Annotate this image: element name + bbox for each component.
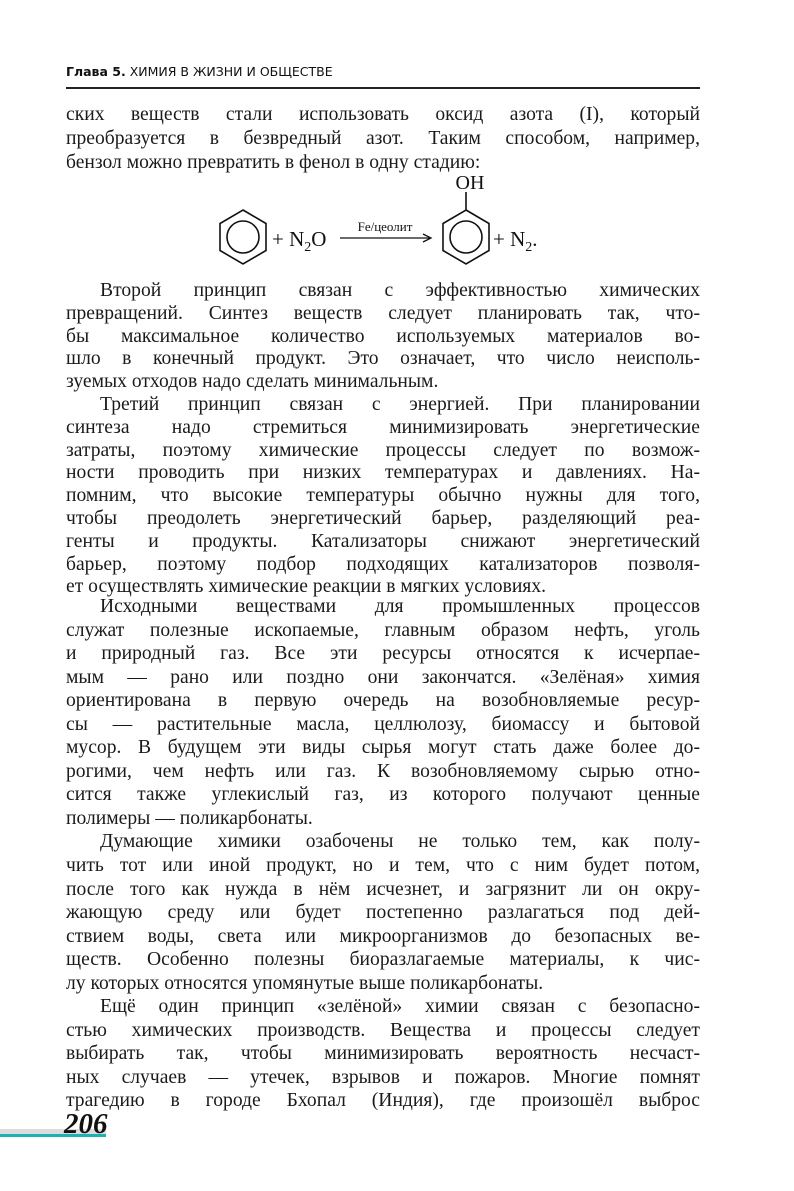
text-line: ских веществ стали использовать оксид азота (I), который [66, 104, 700, 125]
hydroxyl-label: OH [455, 172, 485, 194]
text-line: служат полезные ископаемые, главным образом нефть, уголь [66, 619, 700, 641]
benzene-ring-icon [220, 210, 266, 264]
text-line: сится также углекислый газ, из которого получают ценные [66, 784, 700, 806]
text-line: ет осуществлять химические реакции в мягких условиях. [66, 576, 547, 598]
running-header [66, 64, 700, 79]
catalyst-label: Fe/цеолит [357, 219, 413, 234]
text-line: трагедию в городе Бхопал (Индия), где произошёл выброс [66, 1090, 700, 1112]
plus-n2: + $N_2$. [493, 227, 538, 255]
text-line: жающую среду или будет постепенно разлагаться под дей- [66, 902, 700, 924]
plus-n2o: + $N_2O$ [272, 227, 327, 255]
text-line: Второй принцип связан с эффективностью химических [100, 280, 700, 301]
text-line: бензол можно превратить в фенол в одну стадию: [66, 152, 481, 173]
phenol-ring-icon [443, 192, 489, 264]
text-line: Думающие химики озабочены не только тем, как полу- [100, 831, 700, 853]
text-line: рогими, чем нефть или газ. К возобновляемому сырью отно- [66, 760, 700, 782]
text-line: лу которых относятся упомянутые выше поликарбонаты. [66, 972, 544, 994]
text-line: затраты, поэтому химические процессы следует по возмож- [66, 439, 700, 461]
text-line: стью химических производств. Вещества и процессы следует [66, 1019, 700, 1041]
text-line: бы максимальное количество используемых материалов во- [66, 325, 700, 347]
header-rule [66, 87, 700, 89]
text-line: чтобы преодолеть энергетический барьер, разделяющий реа- [66, 507, 700, 529]
text-line: Ещё один принцип «зелёной» химии связан с безопасно- [100, 996, 700, 1018]
chapter-title: ХИМИЯ В ЖИЗНИ И ОБЩЕСТВЕ [129, 64, 333, 79]
text-line: мым — рано или поздно они закончатся. «Зелёная» химия [66, 666, 700, 688]
text-line: зуемых отходов надо сделать минимальным. [66, 371, 439, 393]
text-line: Третий принцип связан с энергией. При планировании [100, 393, 700, 415]
text-line: превращений. Синтез веществ следует планировать так, что- [66, 302, 700, 324]
text-line: ориентирована в первую очередь на возобновляемые ресур- [66, 690, 700, 712]
text-line: мусор. В будущем эти виды сырья могут стать даже более до- [66, 737, 700, 759]
text-line: помним, что высокие температуры обычно нужны для того, [66, 485, 700, 507]
page-number: 206 [64, 1108, 108, 1140]
chapter-number: Глава 5. [66, 64, 126, 79]
text-line: Исходными веществами для промышленных процессов [100, 596, 700, 617]
text-line: синтеза надо стремиться минимизировать энергетические [66, 416, 700, 438]
reaction-arrow-icon [340, 234, 431, 242]
text-line: после того как нужда в нём исчезнет, и загрязнит ли он окру- [66, 878, 700, 900]
text-line: ности проводить при низких температурах и давлениях. На- [66, 462, 700, 484]
text-line: ных случаев — утечек, взрывов и пожаров. Многие помнят [66, 1066, 700, 1088]
text-line: шло в конечный продукт. Это означает, что число неисполь- [66, 348, 700, 370]
text-line: генты и продукты. Катализаторы снижают энергетический [66, 530, 700, 552]
text-line: преобразуется в безвредный азот. Таким способом, например, [66, 128, 700, 149]
text-line: барьер, поэтому подбор подходящих катализаторов позволя- [66, 553, 700, 575]
text-line: сы — растительные масла, целлюлозу, биомассу и бытовой [66, 713, 700, 735]
text-line: ществ. Особенно полезны биоразлагаемые материалы, к чис- [66, 949, 700, 971]
text-line: полимеры — поликарбонаты. [66, 807, 313, 829]
reaction-equation [0, 165, 794, 275]
text-block-bottom [66, 595, 700, 1113]
text-line: и природный газ. Все эти ресурсы относятся к исчерпае- [66, 643, 700, 665]
text-line: выбирать так, чтобы минимизировать вероятность несчаст- [66, 1043, 700, 1065]
text-line: ствием воды, света или микроорганизмов до безопасных ве- [66, 925, 700, 947]
text-line: чить тот или иной продукт, но и тем, что с ним будет потом, [66, 855, 700, 877]
text-block-middle [66, 280, 700, 599]
